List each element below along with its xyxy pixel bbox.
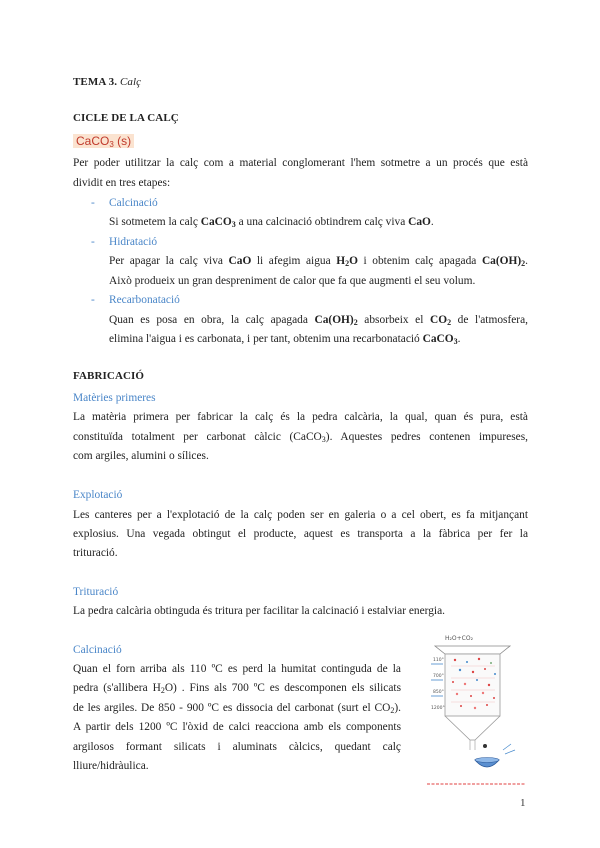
fabrication-heading: FABRICACIÓ [73,370,145,382]
calcination-line6: lliure/hidràulica. [73,760,149,772]
recarbonation-text-line2: elimina l'aigua i es carbonata, i per tant, obtenim una recarbonatació CaCO$_3$. [109,333,461,346]
kiln-temp-700: 700° [433,674,444,679]
kiln-temp-1200: 1200° [431,706,445,711]
kiln-bowl-arrows [503,744,515,754]
caco3-badge: CaCO$_3$ (s) [73,132,134,150]
calcination-text: Si sotmetem la calç CaCO$_3$ a una calcinació obtindrem calç viva CaO. [109,216,434,229]
calcination-line1: Quan el forn arriba als 110 ºC es perd la humitat continguda de la [73,663,401,675]
raw-materials-line1: La matèria primera per fabricar la calç és la pedra calcària, la qual, quan és pura, està [73,411,528,423]
kiln-diagram [415,628,530,790]
calcination-line4: A partir dels 1200 ºC l'òxid de calci reacciona amb els components [73,721,401,733]
kiln-dropper [483,744,487,748]
kiln-temp-110: 110° [433,658,444,663]
crushing-line1: La pedra calcària obtinguda és tritura per facilitar la calcinació i estalviar energia. [73,605,446,617]
calcination-line5: argilosos formant silicats i aluminats càlcics, quedant calç [73,741,401,753]
calcination-line3: de les argiles. De 850 - 900 ºC es dissocia del carbonat (surt el $CO_2$). [73,702,401,715]
page-title: TEMA 3. Calç [73,76,142,88]
hydration-text-line1: Per apagar la calç viva CaO li afegim aigua $H_2O$ i obtenim calç apagada $Ca(OH)_2$. [109,255,529,268]
list-dash: - [91,197,95,209]
page-number: 1 [520,797,526,809]
raw-materials-line2: constituïda totalment per carbonat càlcic (CaCO$_3$). Aquestes pedres contenen impureses, [73,431,528,444]
raw-materials-line3: com argiles, alumini o sílices. [73,450,209,462]
kiln-temp-labels [431,657,445,711]
recarbonation-text-line1: Quan es posa en obra, la calç apagada $Ca(OH)_2$ absorbeix el $CO_2$ de l'atmosfera, [109,314,528,327]
exploitation-line3: trituració. [73,547,118,559]
exploitation-line2: explosius. Una vegada obtingut el producte, aquest es transporta a la fàbrica per fer la [73,528,528,540]
calcination-line2: pedra (s'allibera $H_2O$) . Fins als 700 ºC es descomponen els silicats [73,682,401,695]
raw-materials-heading: Matèries primeres [73,392,156,404]
document-page: TEMA 3. Calç CICLE DE LA CALÇ CaCO$_3$ (s) Per poder utilitzar la calç com a material conglomerant l'hem sotmetre a un procés que està dividit en tres etapes: - Calcinació Si sotmetem la calç CaCO$_3$ a una calcinació obtindrem calç viva CaO. - Hidratació Per apagar la calç viva CaO li afegim aigua $H_2O$ i obtenim calç apagada $Ca(OH)_2$. Això produeix un gran despreniment de calor que fa que augmenti el seu volum. - Recarbonatació Quan es posa en obra, la calç apagada $Ca(OH)_2$ absorbeix el $CO_2$ de l'atmosfera, elimina l'aigua i es carbonata, i per tant, obtenim una recarbonatació CaCO$_3$. FABRICACIÓ Matèries primeres La matèria primera per fabricar la calç és la pedra calcària, la qual, quan és pura, està constituïda totalment per carbonat càlcic (CaCO$_3$). Aquestes pedres contenen impureses, com argiles, alumini o sílices. Explotació Les canteres per a l'explotació de la calç poden ser en galeria o a cel obert, es fa mitjançant explosius. Una vegada obtingut el producte, aquest es transporta a la fàbrica per fer la trituració. Trituració La pedra calcària obtinguda és tritura per facilitar la calcinació i estalviar energia. Calcinació Quan el forn arriba als 110 ºC es perd la humitat continguda de la pedra (s'allibera $H_2O$) . Fins als 700 ºC es descomponen els silicats de les argiles. De 850 - 900 ºC es dissocia del carbonat (surt el $CO_2$). A partir dels 1200 ºC l'òxid de calci reacciona amb els components argilosos formant silicats i aluminats càlcics, quedant calç lliure/hidràulica. H₂O+CO₂ 110° 700° 850° 1200° 1 [73,76,529,809]
kiln-funnel [445,716,500,740]
exploitation-line1: Les canteres per a l'explotació de la calç poden ser en galeria o a cel obert, es fa mitjançant [73,509,528,521]
calcination-heading: Calcinació [73,644,122,656]
cycle-heading: CICLE DE LA CALÇ [73,112,179,124]
kiln-top-label: H₂O+CO₂ [445,635,473,642]
crushing-heading: Trituració [73,586,119,598]
hydration-text-line2: Això produeix un gran despreniment de calor que fa que augmenti el seu volum. [109,275,476,287]
exploitation-heading: Explotació [73,489,123,501]
cycle-intro-line2: dividit en tres etapes: [73,177,171,189]
cycle-intro-line1: Per poder utilitzar la calç com a material conglomerant l'hem sotmetre a un procés que està [73,157,528,169]
kiln-temp-850: 850° [433,690,444,695]
list-dash: - [91,236,95,248]
list-dash: - [91,294,95,306]
kiln-top-hopper [435,646,510,654]
